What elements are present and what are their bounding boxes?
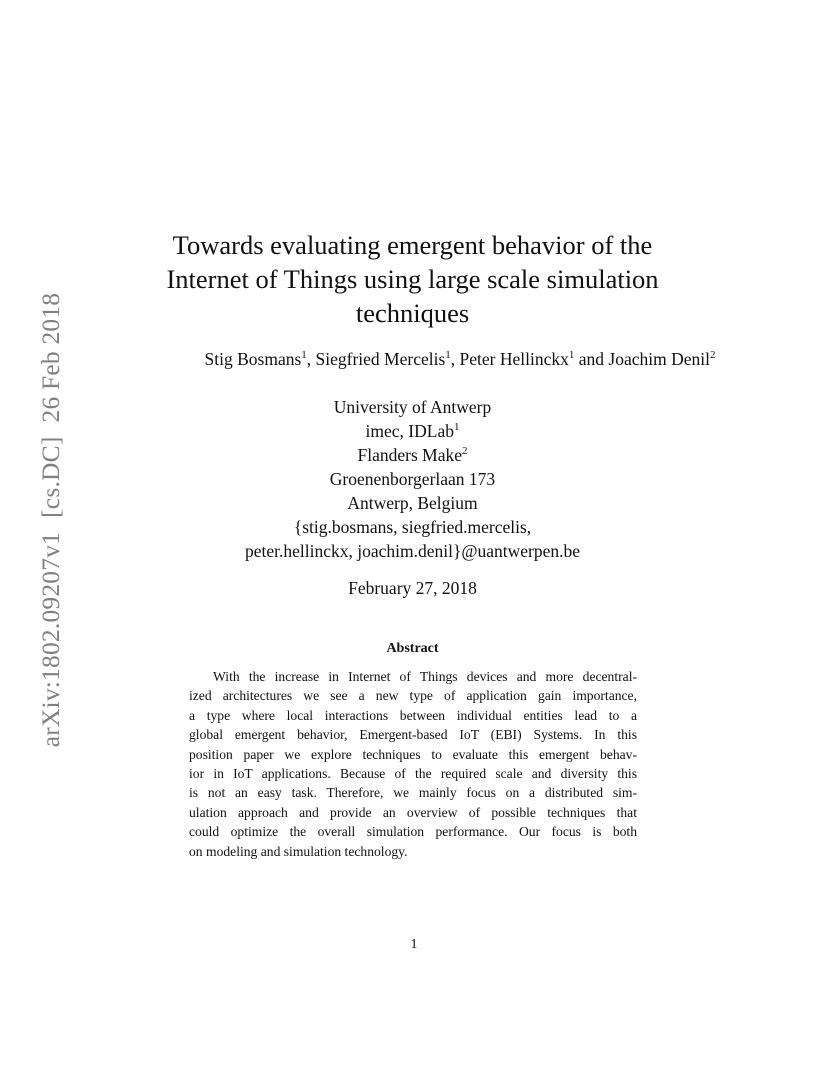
page-number: 1	[410, 937, 418, 952]
abstract-line: on modeling and simulation technology.	[189, 843, 408, 859]
abstract-line: ized architectures we see a new type of application gain importance,	[189, 688, 637, 704]
author-name: Stig Bosmans	[204, 349, 302, 369]
abstract-line: With the increase in Internet of Things devices and more decentral-	[213, 669, 637, 684]
author-separator: ,	[306, 349, 316, 369]
author-separator: and	[574, 349, 609, 369]
paper-title	[120, 228, 705, 330]
title-line: Internet of Things using large scale simulation	[166, 264, 659, 294]
author-list	[130, 349, 790, 370]
arxiv-date: 26 Feb 2018	[36, 292, 65, 423]
abstract-line: ulation approach and provide an overview of possible techniques that	[189, 804, 637, 820]
abstract-line: could optimize the overall simulation performance. Our focus is both	[189, 824, 637, 840]
abstract-heading: Abstract	[386, 641, 439, 656]
affiliation-mark: 1	[301, 349, 307, 361]
university-name: University of Antwerp	[333, 397, 492, 417]
abstract-body	[189, 667, 637, 861]
paper-date: February 27, 2018	[348, 578, 477, 598]
arxiv-category: [cs.DC]	[36, 436, 65, 518]
city-country: Antwerp, Belgium	[347, 493, 478, 513]
arxiv-stamp	[27, 285, 75, 755]
street-address: Groenenborgerlaan 173	[329, 469, 496, 489]
affiliation-mark: 1	[568, 349, 575, 361]
lab-name: imec, IDLab	[365, 421, 454, 441]
partner-line	[150, 443, 675, 467]
abstract-line: global emergent behavior, Emergent-based IoT (EBI) Systems. In this	[189, 727, 637, 743]
affiliation-block	[150, 395, 675, 563]
email-line: peter.hellinckx, joachim.denil}@uantwerpen.be	[244, 541, 581, 561]
affiliation-mark: 2	[709, 349, 716, 361]
affiliation-mark: 1	[453, 421, 460, 433]
affiliation-mark: 2	[462, 445, 468, 457]
lab-line	[150, 419, 675, 443]
author-name: Siegfried Mercelis	[315, 349, 446, 369]
title-line: techniques	[355, 298, 470, 328]
abstract-line: is not an easy task. Therefore, we mainly focus on a distributed sim-	[189, 785, 637, 801]
abstract-line: a type where local interactions between individual entities lead to a	[189, 707, 637, 723]
title-line: Towards evaluating emergent behavior of the	[172, 230, 653, 260]
partner-name: Flanders Make	[357, 445, 462, 465]
email-line: {stig.bosmans, siegfried.mercelis,	[293, 517, 532, 537]
abstract-line: position paper we explore techniques to evaluate this emergent behav-	[189, 746, 637, 762]
affiliation-mark: 1	[445, 349, 451, 361]
arxiv-id: arXiv:1802.09207v1	[36, 531, 65, 748]
author-name: Peter Hellinckx	[459, 349, 569, 369]
author-separator: ,	[450, 349, 460, 369]
abstract-line: ior in IoT applications. Because of the required scale and diversity this	[189, 766, 637, 782]
author-name: Joachim Denil	[608, 349, 710, 369]
